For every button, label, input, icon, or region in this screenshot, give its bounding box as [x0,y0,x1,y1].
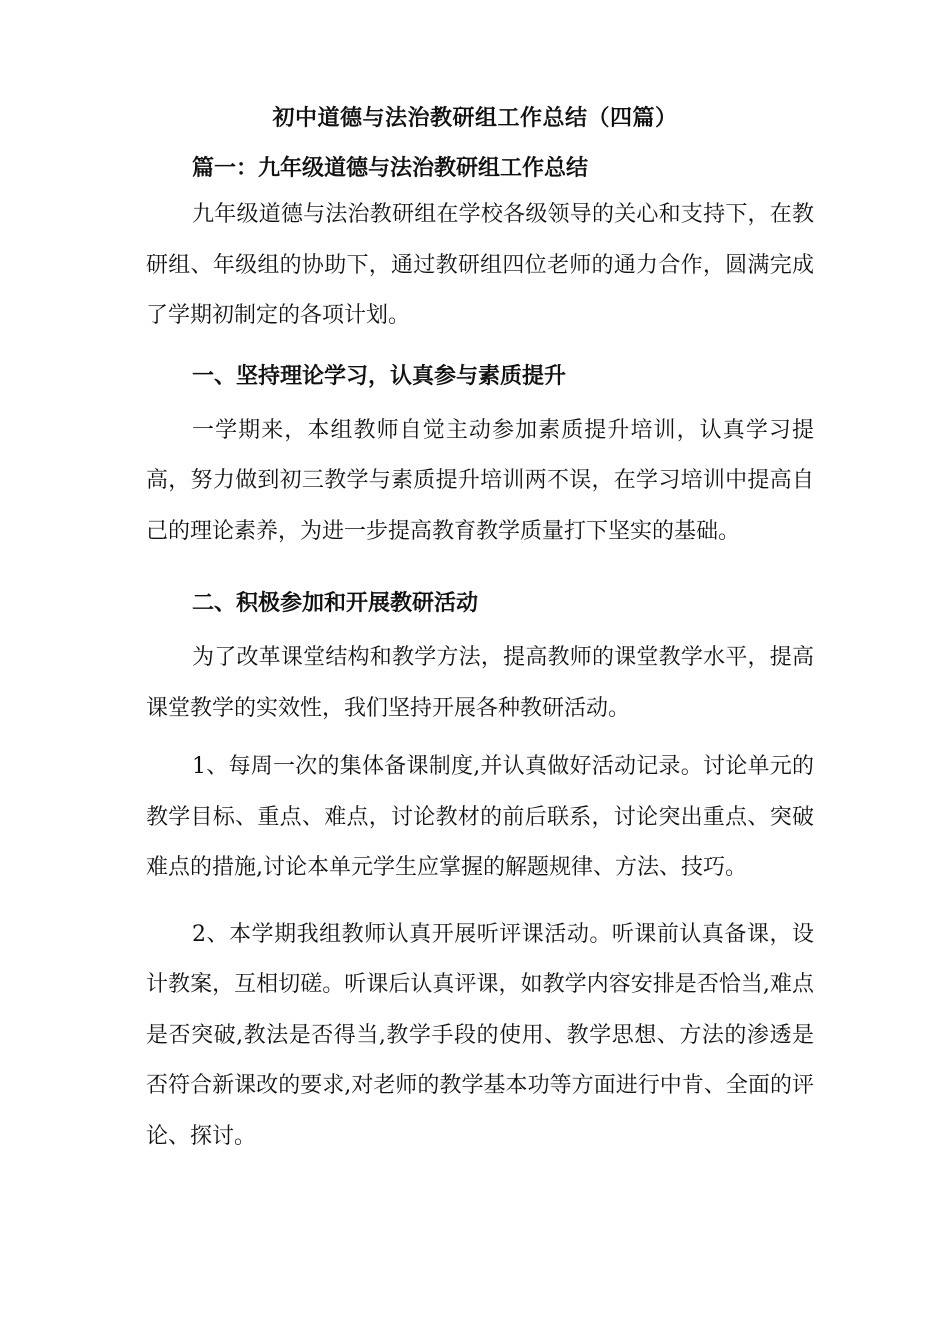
document-title: 初中道德与法治教研组工作总结（四篇） [272,105,678,131]
document-body [146,150,814,1162]
section-heading: 篇一：九年级道德与法治教研组工作总结 [192,155,589,181]
part2-paragraph: 为了改革课堂结构和教学方法，提高教师的课堂教学水平，提高课堂教学的实效性，我们坚持开展各种教研活动。 [146,645,814,721]
part2-item1-paragraph: 1、每周一次的集体备课制度,并认真做好活动记录。讨论单元的教学目标、重点、难点，讨论教材的前后联系，讨论突出重点、突破难点的措施,讨论本单元学生应掌握的解题规律、方法、技巧。 [146,754,814,880]
part1-heading: 一、坚持理论学习，认真参与素质提升 [192,362,567,389]
part1-paragraph: 一学期来，本组教师自觉主动参加素质提升培训，认真学习提高，努力做到初三教学与素质提升培训两不误，在学习培训中提高自己的理论素养，为进一步提高教育教学质量打下坚实的基础。 [146,417,814,544]
part2-heading: 二、积极参加和开展教研活动 [192,590,479,616]
part2-item2-paragraph: 2、本学期我组教师认真开展听评课活动。听课前认真备课，设计教案，互相切磋。听课后认真评课，如教学内容安排是否恰当,难点是否突破,教法是否得当,教学手段的使用、教学思想、方法的渗透是否符合新课改的要求,对老师的教学基本功等方面进行中肯、全面的评论、探讨。 [146,921,814,1149]
intro-paragraph: 九年级道德与法治教研组在学校各级领导的关心和支持下，在教研组、年级组的协助下，通过教研组四位老师的通力合作，圆满完成了学期初制定的各项计划。 [146,202,814,328]
